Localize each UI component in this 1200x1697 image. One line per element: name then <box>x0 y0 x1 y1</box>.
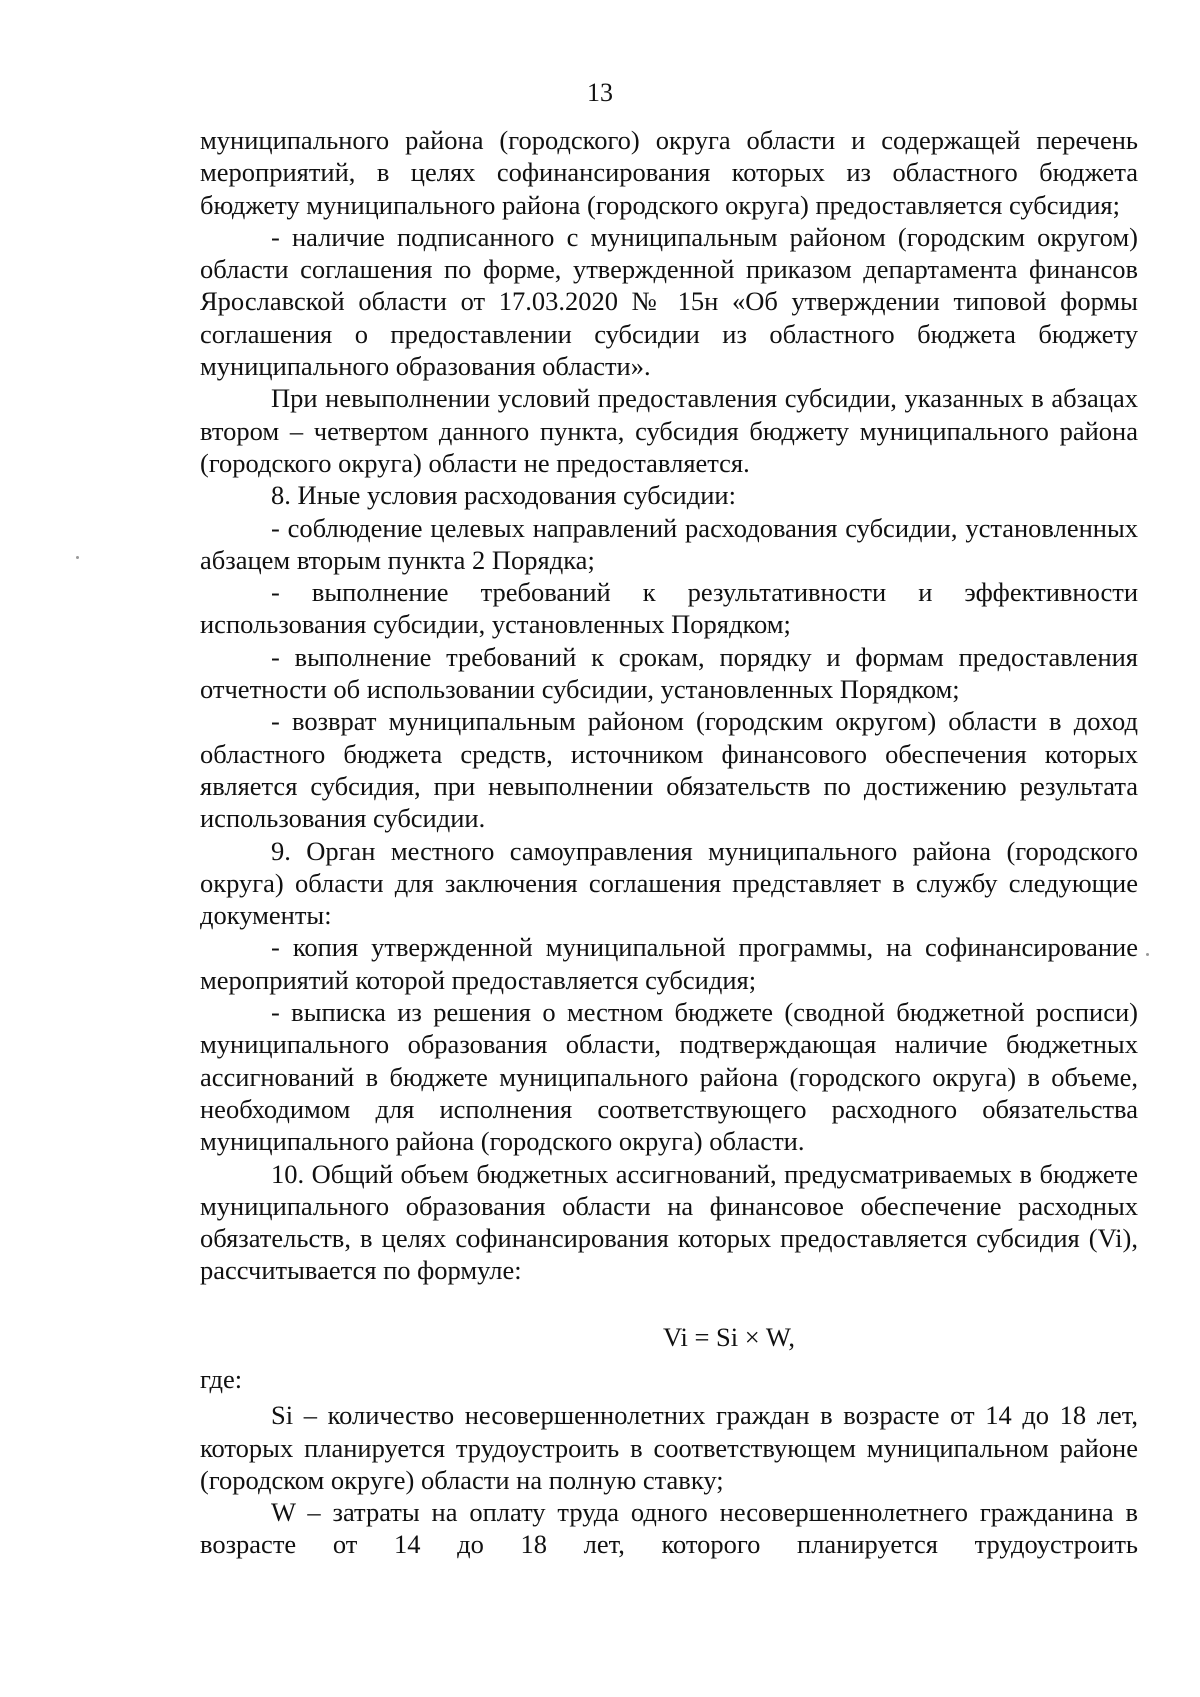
paragraph-non-fulfillment: При невыполнении условий предоставления субсидии, указанных в абзацах втором – четвертом данного пункта, субсидия бюджету муниципального района (городского округа) области не предоставляется. <box>200 383 1138 478</box>
page-number: 13 <box>587 78 613 107</box>
paragraph-section-9: 9. Орган местного самоуправления муниципального района (городского округа) области для заключения соглашения представляет в службу следующие документы: <box>200 835 1138 931</box>
paragraph-section-8-heading: 8. Иные условия расходования субсидии: <box>271 480 736 511</box>
paragraph-condition-target-directions: - соблюдение целевых направлений расходования субсидии, установленных абзацем вторым пункта 2 Порядка; <box>200 512 1138 575</box>
paragraph-continuation: муниципального района (городского) округа области и содержащей перечень мероприятий, в целях софинансирования которых из областного бюджета бюджету муниципального района (городского округа) предоставляется субсидия; <box>200 125 1138 220</box>
paragraph-agreement-condition: - наличие подписанного с муниципальным районом (городским округом) области соглашения по форме, утвержденной приказом департамента финансов Ярославской области от 17.03.2020 № 15н «Об утверждении типовой формы соглашения о предоставлении субсидии из областного бюджета бюджету муниципального образования области». <box>200 221 1138 382</box>
paragraph-condition-effectiveness: - выполнение требований к результативности и эффективности использования субсидии, установленных Порядком; <box>200 577 1138 640</box>
scan-speck <box>1146 953 1149 956</box>
paragraph-condition-refund: - возврат муниципальным районом (городским округом) области в доход областного бюджета средств, источником финансового обеспечения которых является субсидия, при невыполнении обязательств по достижению результата использования субсидии. <box>200 706 1138 834</box>
paragraph-document-budget-extract: - выписка из решения о местном бюджете (сводной бюджетной росписи) муниципального образования области, подтверждающая наличие бюджетных ассигнований в бюджете муниципального района (городского округа) в объеме, необходимом для исполнения соответствующего расходного обязательства муниципального района (городского округа) области. <box>200 997 1138 1157</box>
scan-speck <box>76 556 79 559</box>
definition-si: Si – количество несовершеннолетних граждан в возрасте от 14 до 18 лет, которых планируется трудоустроить в соответствующем муниципальном районе (городском округе) области на полную ставку; <box>200 1400 1138 1495</box>
definition-w: W – затраты на оплату труда одного несовершеннолетнего гражданина в возрасте от 14 до 18 лет, которого планируется трудоустроить <box>200 1497 1138 1560</box>
paragraph-condition-reporting: - выполнение требований к срокам, порядку и формам предоставления отчетности об использовании субсидии, установленных Порядком; <box>200 641 1138 705</box>
formula: Vi = Si × W, <box>662 1321 796 1352</box>
paragraph-document-program-copy: - копия утвержденной муниципальной программы, на софинансирование мероприятий которой предоставляется субсидия; <box>200 932 1138 995</box>
document-body <box>200 124 1138 1561</box>
paragraph-section-10: 10. Общий объем бюджетных ассигнований, предусматриваемых в бюджете муниципального образования области на финансовое обеспечение расходных обязательств, в целях софинансирования которых предоставляется субсидия (Vi), рассчитывается по формуле: <box>200 1158 1138 1286</box>
where-label: где: <box>200 1363 243 1394</box>
